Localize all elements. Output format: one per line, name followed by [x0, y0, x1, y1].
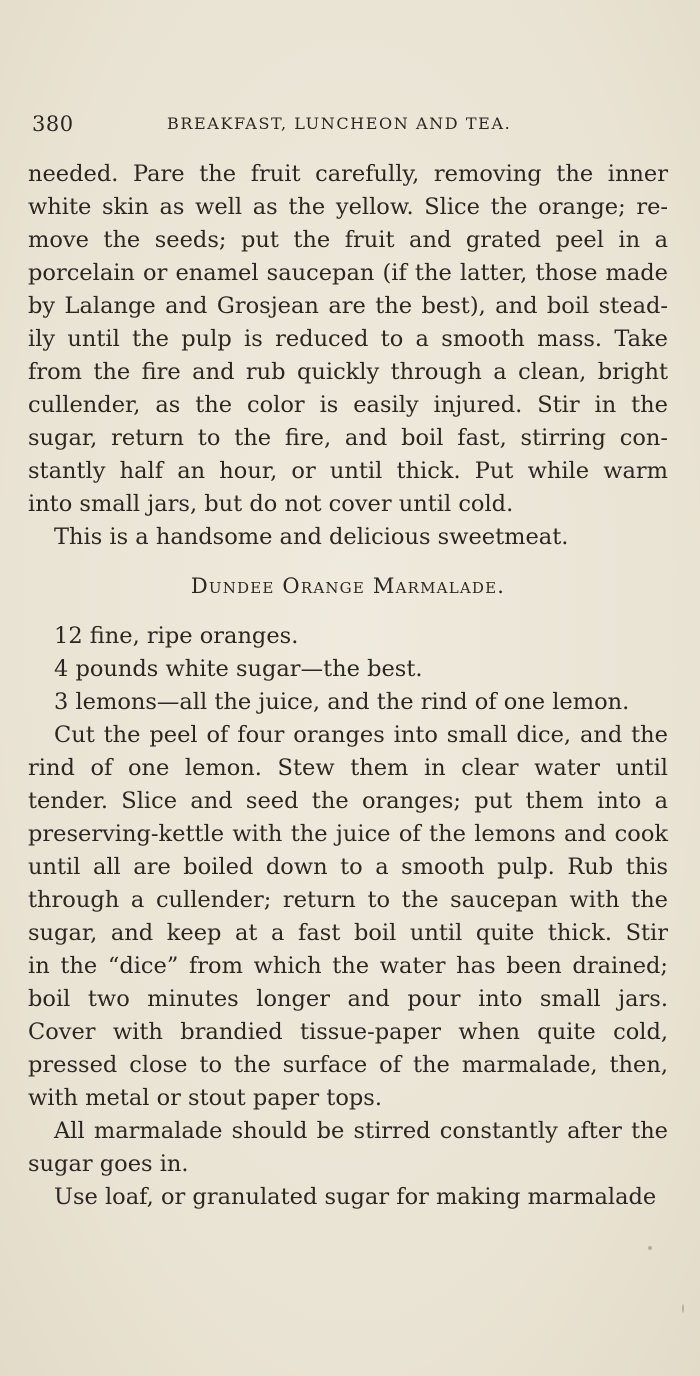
- text-line: rind of one lemon. Stew them in clear water until: [28, 755, 668, 781]
- paper-speck: [682, 1304, 684, 1313]
- continued-paragraph: [28, 158, 668, 521]
- running-title: BREAKFAST, LUNCHEON AND TEA.: [167, 114, 512, 133]
- text-line: by Lalange and Grosjean are the best), and boil stead-: [28, 293, 668, 319]
- closing-note: This is a handsome and delicious sweetmeat.: [54, 524, 569, 550]
- text-line: sugar, return to the fire, and boil fast, stirring con-: [28, 425, 668, 451]
- text-line: preserving-kettle with the juice of the lemons and cook: [28, 821, 668, 847]
- page-number: 380: [32, 112, 74, 136]
- text-line: move the seeds; put the fruit and grated peel in a: [28, 227, 668, 253]
- recipe-title: Dundee Orange Marmalade.: [190, 574, 506, 598]
- text-line: sugar goes in.: [28, 1151, 189, 1177]
- ingredient-list: [28, 620, 668, 719]
- text-line: All marmalade should be stirred constantly after the: [54, 1118, 668, 1144]
- stirring-note: [28, 1115, 668, 1181]
- text-line: boil two minutes longer and pour into small jars.: [28, 986, 668, 1012]
- ingredient-item: 12 fine, ripe oranges.: [54, 623, 299, 649]
- text-line: tender. Slice and seed the oranges; put them into a: [28, 788, 668, 814]
- text-line: in the “dice” from which the water has been drained;: [28, 953, 668, 979]
- ingredient-item: 4 pounds white sugar—the best.: [54, 656, 423, 682]
- text-line: into small jars, but do not cover until cold.: [28, 491, 514, 517]
- page-body: [28, 158, 668, 1214]
- text-line: through a cullender; return to the saucepan with the: [28, 887, 668, 913]
- text-line: porcelain or enamel saucepan (if the latter, those made: [28, 260, 668, 286]
- text-line: pressed close to the surface of the marmalade, then,: [28, 1052, 668, 1078]
- text-line: Cover with brandied tissue-paper when quite cold,: [28, 1019, 668, 1045]
- text-line: until all are boiled down to a smooth pulp. Rub this: [28, 854, 668, 880]
- text-line: needed. Pare the fruit carefully, removing the inner: [28, 161, 668, 187]
- sugar-note: Use loaf, or granulated sugar for making marmalade: [54, 1184, 657, 1210]
- paper-speck: [648, 1246, 652, 1250]
- ingredient-item: 3 lemons—all the juice, and the rind of one lemon.: [54, 689, 630, 715]
- text-line: cullender, as the color is easily injured. Stir in the: [28, 392, 668, 418]
- text-line: ily until the pulp is reduced to a smooth mass. Take: [28, 326, 668, 352]
- text-line: white skin as well as the yellow. Slice the orange; re-: [28, 194, 668, 220]
- text-line: with metal or stout paper tops.: [28, 1085, 383, 1111]
- text-line: from the fire and rub quickly through a clean, bright: [28, 359, 668, 385]
- text-line: stantly half an hour, or until thick. Put while warm: [28, 458, 668, 484]
- recipe-directions: [28, 719, 668, 1115]
- running-head: [32, 110, 662, 140]
- text-line: sugar, and keep at a fast boil until quite thick. Stir: [28, 920, 668, 946]
- text-line: Cut the peel of four oranges into small dice, and the: [54, 722, 668, 748]
